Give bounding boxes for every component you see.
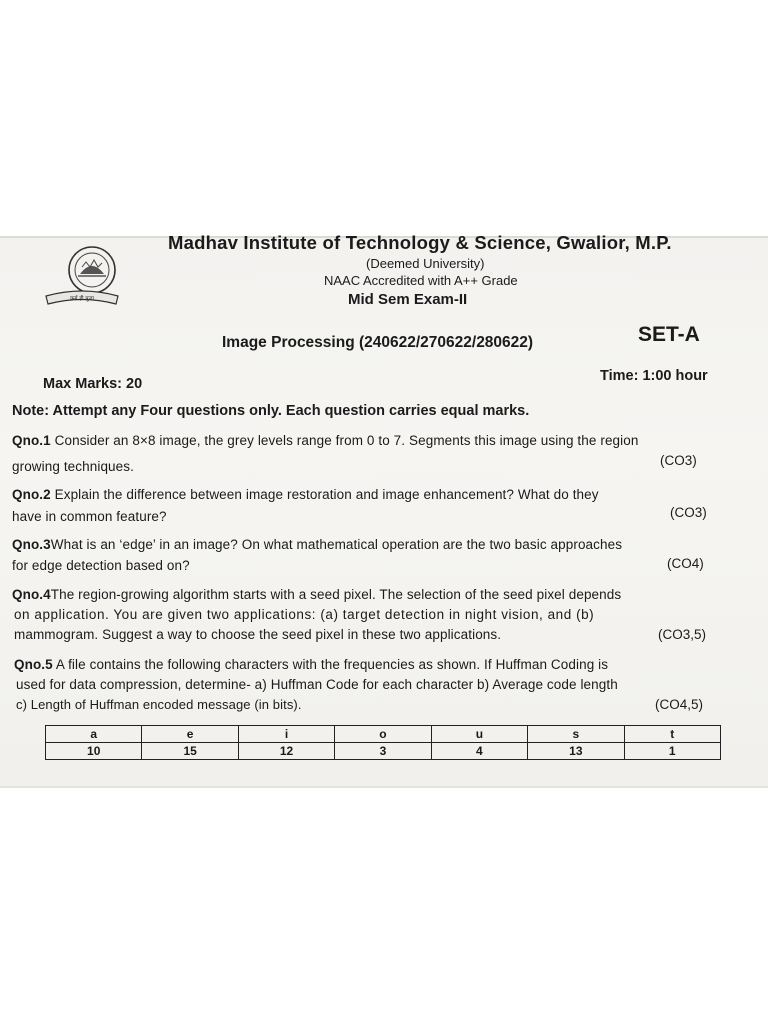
paper-bottom-edge xyxy=(0,786,768,788)
question-2-co: (CO3) xyxy=(670,505,707,520)
deemed-university: (Deemed University) xyxy=(366,256,485,271)
instructions-note: Note: Attempt any Four questions only. Each question carries equal marks. xyxy=(12,403,530,419)
question-4-text: The region-growing algorithm starts with a seed pixel. The selection of the seed pixel depends xyxy=(50,587,622,602)
logo-motto: कर्म ही पूजा xyxy=(70,296,94,302)
question-1-number: Qno.1 xyxy=(12,433,51,448)
naac-accreditation: NAAC Accredited with A++ Grade xyxy=(324,273,518,288)
question-5-text: A file contains the following characters with the frequencies as shown. If Huffman Coding is xyxy=(55,657,609,672)
table-row-frequencies xyxy=(46,743,721,760)
question-4-co: (CO3,5) xyxy=(658,627,707,642)
question-5-co: (CO4,5) xyxy=(655,697,704,712)
question-2-number: Qno.2 xyxy=(12,487,51,502)
max-marks: Max Marks: 20 xyxy=(43,376,143,392)
institute-name: Madhav Institute of Technology & Science, Gwalior, M.P. xyxy=(168,232,672,253)
institute-logo-icon xyxy=(42,240,124,312)
question-5-line-2: used for data compression, determine- a) Huffman Code for each character b) Average code length xyxy=(16,677,618,692)
char-cell: e xyxy=(142,726,238,743)
question-4-line-3: mammogram. Suggest a way to choose the seed pixel in these two applications. xyxy=(14,627,502,642)
table-row-characters xyxy=(46,726,721,743)
exam-title: Mid Sem Exam-II xyxy=(348,291,468,308)
question-4-line-2: on application. You are given two applications: (a) target detection in night vision, and (b) xyxy=(14,607,595,622)
char-cell: u xyxy=(431,726,527,743)
question-5-number: Qno.5 xyxy=(14,657,53,672)
exam-time: Time: 1:00 hour xyxy=(600,368,708,384)
question-5-line-1 xyxy=(14,657,608,672)
question-1-line-1 xyxy=(12,433,638,448)
question-3-text: What is an ‘edge’ in an image? On what mathematical operation are the two basic approaches xyxy=(50,537,623,552)
char-cell: a xyxy=(46,726,142,743)
question-2-text: Explain the difference between image restoration and image enhancement? What do they xyxy=(54,487,599,502)
set-label: SET-A xyxy=(638,323,700,346)
freq-cell: 3 xyxy=(335,743,431,760)
question-2-line-2: have in common feature? xyxy=(12,509,167,524)
freq-cell: 4 xyxy=(431,743,527,760)
question-3-line-2: for edge detection based on? xyxy=(12,558,190,573)
question-4-line-1 xyxy=(12,587,621,602)
char-cell: s xyxy=(528,726,624,743)
freq-cell: 10 xyxy=(46,743,142,760)
freq-cell: 15 xyxy=(142,743,238,760)
question-1-line-2: growing techniques. xyxy=(12,459,134,474)
freq-cell: 1 xyxy=(624,743,720,760)
subject-title: Image Processing (240622/270622/280622) xyxy=(222,334,534,351)
question-4-number: Qno.4 xyxy=(12,587,51,602)
question-1-text: Consider an 8×8 image, the grey levels range from 0 to 7. Segments this image using the region xyxy=(54,433,639,448)
question-3-line-1 xyxy=(12,537,622,552)
question-3-co: (CO4) xyxy=(667,556,704,571)
question-3-number: Qno.3 xyxy=(12,537,51,552)
question-2-line-1 xyxy=(12,487,599,502)
freq-cell: 13 xyxy=(528,743,624,760)
frequency-table xyxy=(45,725,721,760)
freq-cell: 12 xyxy=(238,743,334,760)
char-cell: o xyxy=(335,726,431,743)
char-cell: t xyxy=(624,726,720,743)
question-1-co: (CO3) xyxy=(660,453,697,468)
question-5-line-3: c) Length of Huffman encoded message (in bits). xyxy=(16,697,302,712)
char-cell: i xyxy=(238,726,334,743)
